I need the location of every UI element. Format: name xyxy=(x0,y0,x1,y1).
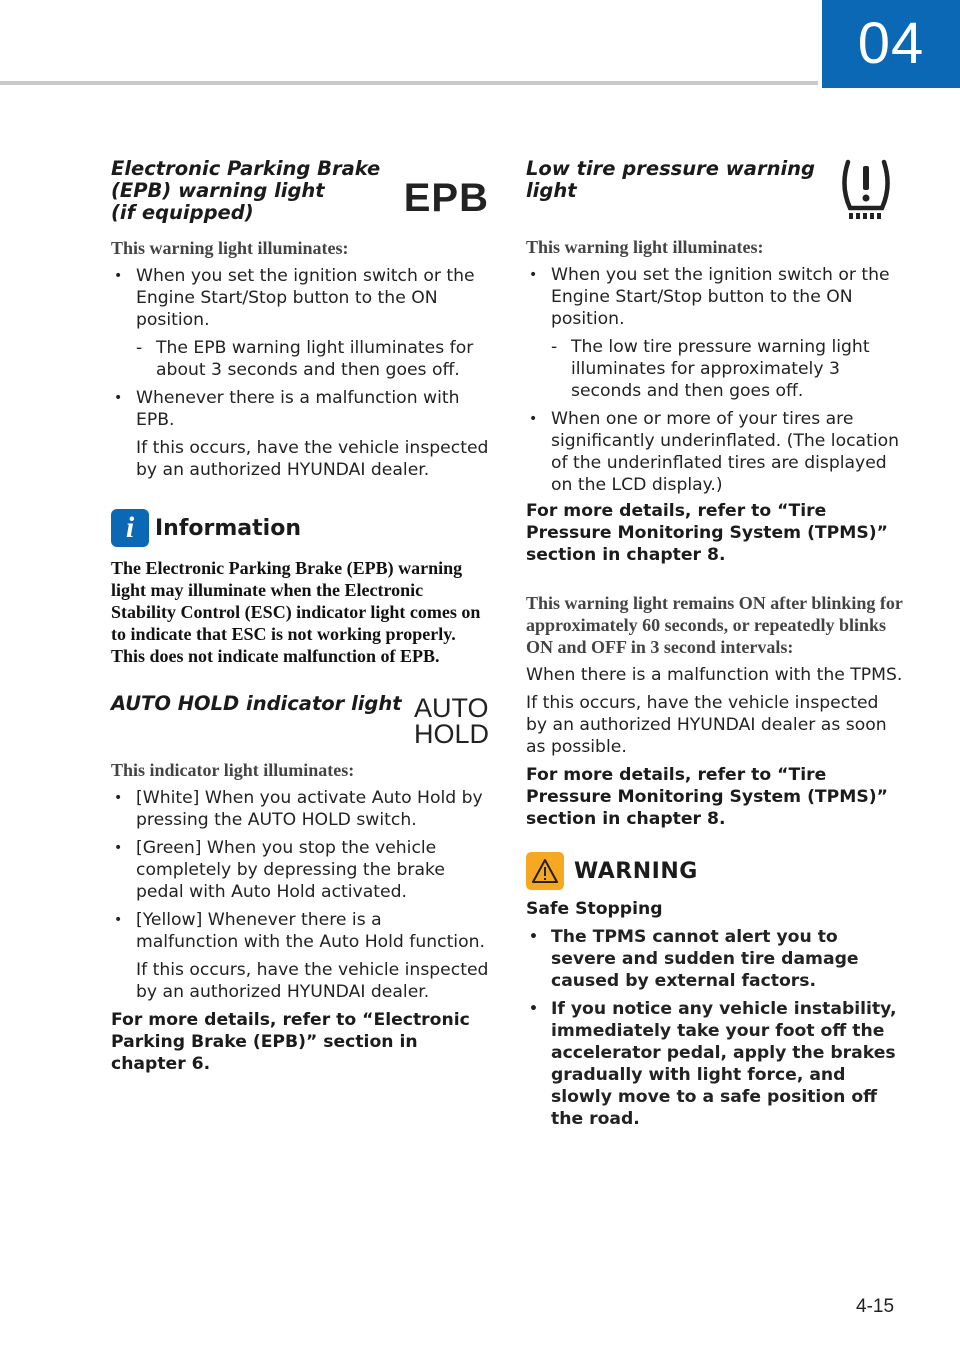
list-item: • If you notice any vehicle instability, immediately take your foot off the accelerator pedal, apply the brakes gradually with light force, and slowly move to a safe position off the road. xyxy=(526,998,904,1130)
list-item xyxy=(111,265,489,381)
epb-warning-icon: EPB xyxy=(403,176,489,220)
epb-lead: This warning light illuminates: xyxy=(111,238,349,258)
epb-bullet-1: When you set the ignition switch or the Engine Start/Stop button to the ON position. xyxy=(136,266,475,330)
information-label: Information xyxy=(155,515,301,541)
tire-sub-text: The low tire pressure warning light illuminates for approximately 3 seconds and then goes off. xyxy=(571,337,870,401)
page-number: 4-15 xyxy=(856,1296,895,1317)
right-column xyxy=(526,158,904,1130)
epb-sub-text: The EPB warning light illuminates for about 3 seconds and then goes off. xyxy=(156,338,474,380)
warning-triangle-icon xyxy=(526,852,564,890)
epb-title-line-2: (EPB) warning light xyxy=(111,179,325,202)
header-rule xyxy=(0,81,818,85)
left-column xyxy=(111,158,489,1075)
tire-pressure-warning-icon xyxy=(838,156,894,222)
autohold-note: If this occurs, have the vehicle inspected by an authorized HYUNDAI dealer. xyxy=(136,960,489,1002)
list-item xyxy=(111,387,489,481)
tire-reference-1: For more details, refer to “Tire Pressure Monitoring System (TPMS)” section in chapter 8. xyxy=(526,501,888,565)
warning-bullets xyxy=(526,926,904,1130)
epb-title-line-1: Electronic Parking Brake xyxy=(111,157,381,180)
tire-bullets xyxy=(526,264,904,496)
list-item xyxy=(111,909,489,1003)
autohold-title: AUTO HOLD indicator light xyxy=(111,692,402,715)
tire-section-header xyxy=(526,158,904,224)
tire-bullet-1: When you set the ignition switch or the Engine Start/Stop button to the ON position. xyxy=(551,265,890,329)
information-text: The Electronic Parking Brake (EPB) warning light may illuminate when the Electronic Stability Control (ESC) indicator light comes on to indicate that ESC is not working properly. This does not indicate malfunction of EPB. xyxy=(111,558,481,666)
tire-title-line-2: light xyxy=(526,179,577,202)
epb-sub-item: - The EPB warning light illuminates for about 3 seconds and then goes off. xyxy=(136,338,474,380)
tire-reference-2: For more details, refer to “Tire Pressure Monitoring System (TPMS)” section in chapter 8. xyxy=(526,765,888,829)
tire-title-line-1: Low tire pressure warning xyxy=(526,157,815,180)
autohold-lead: This indicator light illuminates: xyxy=(111,760,355,780)
auto-hold-icon: AUTO HOLD xyxy=(413,693,489,749)
epb-title-line-3: (if equipped) xyxy=(111,201,254,224)
tire-paragraph-2: If this occurs, have the vehicle inspected by an authorized HYUNDAI dealer as soon as possible. xyxy=(526,693,887,757)
list-item: • [Green] When you stop the vehicle completely by depressing the brake pedal with Auto Hold activated. xyxy=(111,837,489,903)
tire-lead-2: This warning light remains ON after blinking for approximately 60 seconds, or repeatedly blinks ON and OFF in 3 second intervals: xyxy=(526,593,903,657)
list-item: • The TPMS cannot alert you to severe and sudden tire damage caused by external factors. xyxy=(526,926,904,992)
epb-note: If this occurs, have the vehicle inspected by an authorized HYUNDAI dealer. xyxy=(136,438,489,480)
warning-header xyxy=(526,852,904,890)
autohold-reference: For more details, refer to “Electronic Parking Brake (EPB)” section in chapter 6. xyxy=(111,1010,470,1074)
autohold-bullets xyxy=(111,787,489,1003)
list-item: • When one or more of your tires are significantly underinflated. (The location of the underinflated tires are displayed on the LCD display.) xyxy=(526,408,904,496)
info-icon: i xyxy=(111,509,149,547)
list-item: • [White] When you activate Auto Hold by pressing the AUTO HOLD switch. xyxy=(111,787,489,831)
warning-label: WARNING xyxy=(574,858,698,884)
chapter-tab: 04 xyxy=(822,0,960,88)
epb-bullets xyxy=(111,265,489,481)
tire-lead: This warning light illuminates: xyxy=(526,237,764,257)
autohold-section-header xyxy=(111,693,489,755)
warning-heading: Safe Stopping xyxy=(526,899,663,919)
information-header xyxy=(111,509,489,547)
list-item xyxy=(526,264,904,402)
autohold-bullet-3: [Yellow] Whenever there is a malfunction with the Auto Hold function. xyxy=(136,910,485,952)
epb-bullet-2: Whenever there is a malfunction with EPB. xyxy=(136,388,460,430)
tire-sub-item: - The low tire pressure warning light illuminates for approximately 3 seconds and then goes off. xyxy=(551,337,870,401)
tire-paragraph-1: When there is a malfunction with the TPMS. xyxy=(526,665,903,685)
epb-section-header xyxy=(111,158,489,224)
